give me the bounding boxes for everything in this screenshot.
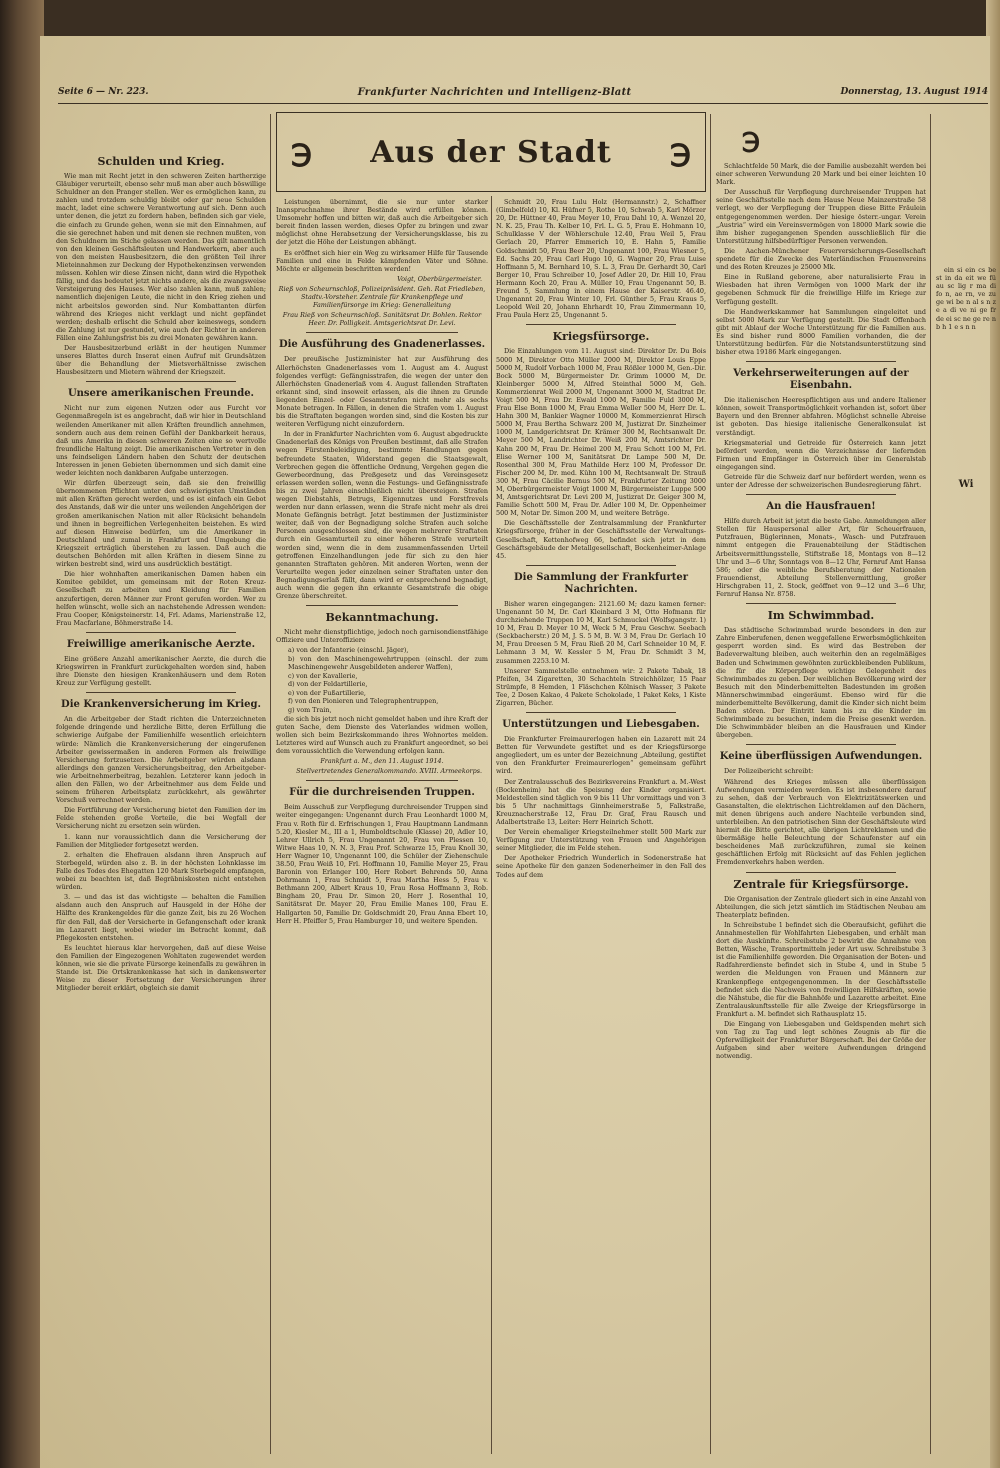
headline-freunde: Unsere amerikanischen Freunde. — [67, 388, 255, 400]
headline-aerzte: Freiwillige amerikanische Aerzte. — [66, 638, 256, 650]
column-rule — [270, 114, 271, 1454]
headline-hausfrauen: An die Hausfrauen! — [766, 501, 876, 513]
column-rule — [491, 196, 492, 1454]
section-masthead — [276, 112, 706, 192]
headline-eisenbahn: Verkehrserweiterungen auf der Eisenbahn. — [733, 368, 909, 392]
separator — [306, 332, 458, 333]
paragraph: Die Frankfurter Freimaurerlogen haben ein Lazarett mit 24 Betten für Verwundete gestiftet und es der Kriegsfürsorge angegliedert, um es unter der Bezeichnung „Abteilung, gestiftet von den Frankfurter Freimaurerlogen“ gemeinsam geführt wird. — [496, 735, 706, 776]
headline-schulden: Schulden und Krieg. — [97, 155, 225, 168]
paragraph: 1. kann nur voraussichtlich dann die Versicherung der Familien der Mitglieder fortgesetzt werden. — [56, 832, 266, 849]
paragraph: die sich bis jetzt noch nicht gemeldet haben und ihre Kraft der guten Sache, dem Dienste des Vaterlandes widmen wollen, wollen sich beim Bezirkskommando ihres Wohnortes melden. Letzteres wird auf Wunsch auch zu Frankfurt angeordnet, so bei dem voraussichtlich die Verwendung erfolgen kann. — [276, 714, 488, 756]
paragraph: In der in Frankfurter Nachrichten vom 6. August abgedruckte Gnadenerlaß des Königs von Preußen bestimmt, daß alle Strafen wegen Fürstenbeleidigung, bestimmte Handlungen gegen befreundete Staaten, Widerstand gegen die Staatsgewalt, Verbrechen gegen die öffentliche Ordnung, Vergehen gegen die Gewerbeordnung, das Preßgesetz und das Vereinsgesetz erlassen werden sollen, wenn die Festungs- und Gefängnisstrafe bis zu zwei Jahren einschließlich nicht übersteigen. Strafen wegen Diebstahls, Betrugs, Eigennutzes und Forstfrevels werden nur dann erlassen, wenn die Strafe nicht mehr als drei Monate Gefängnis beträgt. Jetzt bestimmen der Justizminister weiter, daß von der Begnadigung solche Strafen auch solche Personen ausgeschlossen sind, die wegen mehrerer Straftaten durch ein Gesamturteil zu einer höheren Strafe verurteilt worden sind, wenn die in dem zusammenfassenden Urteil getroffenen Einzelhandlungen jede für sich zu den hier genannten Straftaten gehören. Mit anderen Worten, wenn der Verurteilte wegen jeder einzelnen seiner Straftaten unter den Begnadigungserlaß fällt, dann wird er entsprechend begnadigt, auch wenn die gegen ihn erkannte Gesamtstrafe die obige Grenze überschreitet. — [276, 430, 488, 601]
list-item: g) vom Train, — [288, 706, 332, 715]
paragraph: Die Fortführung der Versicherung bietet den Familien der im Felde stehenden große Vorteile, die bei Wegfall der Versicherung nicht zu ersetzen sein würden. — [56, 806, 266, 831]
dateline: Frankfurt a. M., den 11. August 1914. — [320, 757, 444, 766]
paragraph: Die italienischen Heerespflichtigen aus und andere Italiener können, soweit Transportmöglichkeit vorhanden ist, sofort über Bayern und den Brenner abfahren. Möglichst schnelle Abreise ist geboten. Das hiesige italienische Generalkonsulat ist verständigt. — [716, 396, 926, 437]
headline-fragment: Wi — [958, 478, 974, 490]
ornament-right: ℈ — [670, 134, 691, 170]
column-2 — [276, 198, 488, 1466]
column-4 — [716, 116, 926, 1466]
paragraph: Schlachtfelde 50 Mark, die der Familie ausbezahlt werden bei einer schweren Verwundung 20 Mark und bei einer leichten 10 Mark. — [716, 162, 926, 187]
newspaper-name: Frankfurter Nachrichten und Intelligenz-Blatt — [357, 86, 632, 98]
signature: Stellvertretendes Generalkommando. XVIII. Armeekorps. — [296, 767, 482, 776]
separator — [746, 361, 896, 362]
paragraph: Der Hausbesitzerbund erläßt in der heutigen Nummer unseres Blattes durch Inserat einen Aufruf mit Grundsätzen über die Behandlung der Mietsverhältnisse zwischen Hausbesitzern und Mietern während der Kriegszeit. — [56, 343, 266, 377]
separator — [746, 494, 896, 495]
paragraph: Leistungen übernimmt, die sie nur unter starker Inanspruchnahme ihrer Bestände wird erfüllen können. Umsomehr hoffen und bitten wir, daß auch die Arbeitgeber sich bereit finden lassen werden, dieses Opfer zu bringen und zwar möglichst ohne Herabsetzung der Versicherungsklasse, bis zu der jetzt die Höhe der Leistungen abhängt. — [276, 198, 488, 247]
list-item: f) von den Pionieren und Telegraphentruppen, — [288, 697, 439, 706]
paragraph: Wie man mit Recht jetzt in den schweren Zeiten hartherzige Gläubiger verurteilt, ebenso sehr muß man aber auch böswillige Schuldner an den Pranger stellen. Wer es ermöglichen kann, zu zahlen und trotzdem schuldig bleibt oder gar neue Schulden macht, ladet eine schwere Verantwortung auf sich. Denn auch unter denen, die jetzt zu fordern haben, befinden sich gar viele, die einfach zu Grunde gehen, wenn sie mit den Einnahmen, auf die sie gerechnet haben und mit denen sie rechnen mußten, von den Schuldnern im Stiche gelassen werden. Das gilt namentlich von den kleinen Geschäftsleuten und Handwerkern, aber auch von den meisten Hausbesitzern, die den größten Teil ihrer Mieteinnahmen zur Deckung der Hypothekenzinsen verwenden müssen. Kohlen wir diese Zinsen nicht, dann wird die Hypothek fällig, und das bedeutet jetzt nichts andere, als die zwangsweise Versteigerung des Hauses. Wer also zahlen kann, muß zahlen; namentlich diejenigen Leute, die nicht in den Krieg ziehen und nicht arbeitslos geworden sind. Nur Kombattanten dürfen während des Krieges nicht verklagt und nicht gepfändet werden; deshalb erlischt die Schuld aber keineswegs, sondern die Zahlung ist nur gestundet, wie auch der Richter in anderen Fällen eine Zahlungsfrist bis zu drei Monaten gewähren kann. — [56, 172, 266, 342]
headline-gnadenerlass: Die Ausführung des Gnadenerlasses. — [278, 339, 486, 351]
paragraph: Getreide für die Schweiz darf nur befördert werden, wenn es unter der Adresse der schweizerischen Bundesregierung fährt. — [716, 473, 926, 490]
paragraph: Die hier wohnhaften amerikanischen Damen haben ein Komitee gebildet, um gemeinsam mit der Roten Kreuz-Gesellschaft zu arbeiten und Kleidung für Familien anzufertigen, deren Männer zur Front gerufen worden. Wer zu helfen wünscht, wolle sich an nachstehende Adressen wenden: Frau Cooper, Königsteinerstr. 14, Frl. Adams, Marienstraße 12, Frau Macfarlane, Böhmerstraße 14. — [56, 570, 266, 627]
paragraph: Der Ausschuß für Verpflegung durchreisender Truppen hat seine Geschäftsstelle nach dem Hause Neue Mainzerstraße 58 verlegt, wo der Verpflegung der Truppen diese Bitte Fräulein entgegengenommen werden. Der hiesige österr.-ungar. Verein „Austria“ wird ein Vereinsvermögen von 18000 Mark sowie die ihm bisher zugegangenen Spenden ausschließlich für die Unterstützung hilfsbedürftiger Personen verwenden. — [716, 188, 926, 245]
headline-bekanntmachung: Bekanntmachung. — [325, 611, 439, 625]
column-rule — [710, 114, 711, 1454]
paragraph: Nicht nur zum eigenen Nutzen oder aus Furcht vor Gegenmaßregeln ist es angebracht, daß wir hier in Deutschland weilenden Amerikaner mit allen Kräften freundlich annehmen, sondern auch aus dem reinen Gefühl der Dankbarkeit heraus, daß uns Amerika in diesen schweren Zeiten eine so wertvolle freundliche Haltung zeigt. Die amerikanischen Vertreter in den uns feindseligen Ländern haben den Schutz der deutschen Interessen in jenen Gebieten übernommen und sich damit eine weder leichten noch dankbaren Aufgabe unterzogen. — [56, 404, 266, 478]
list-item: e) von der Fußartillerie, — [288, 688, 366, 697]
list-item: b) von den Maschinengewehrtruppen (einschl. der zum Maschinengewehr Ausgebildeten anderer Waffen), — [288, 655, 488, 672]
paragraph: Die Aachen-Münchener Feuerversicherungs-Gesellschaft spendete für die Zwecke des Vaterländischen Frauenvereins und des Roten Kreuzes je 25000 Mk. — [716, 246, 926, 272]
column-3 — [496, 198, 706, 1466]
separator — [746, 744, 896, 745]
newspaper-page — [40, 36, 996, 1468]
signature: Rieß von Scheurnschloß, Polizeipräsident. Geh. Rat Friedleben, Stadtv.-Vorsteher. Zentrale für Krankenpflege und Familienfürsorge im Krieg: Generalleitung — [278, 284, 486, 310]
issue-date: Donnerstag, 13. August 1914 — [840, 87, 988, 97]
paragraph: Wir dürfen überzeugt sein, daß sie den freiwillig übernommenen Pflichten unter den schwierigsten Umständen mit allen Kräften gerecht werden, und es ist einfach ein Gebot des Anstands, daß wir die unter uns weilenden Angehörigen der großen amerikanischen Nation mit aller Rücksicht behandeln und ihnen in begreiflichen Verlegenheiten beistehen. Es wird auf diesen Hinweise bedürfen, um die Amerikaner in Deutschland und zumal in Frankfurt und Umgebung die Kriegszeit erträglich überstehen zu lassen. Daß auch die deutschen Behörden mit allen Kräften in diesem Sinne zu wirken bestrebt sind, wird uns ausdrücklich bestätigt. — [56, 479, 266, 569]
list — [276, 646, 488, 714]
separator — [746, 872, 896, 873]
headline-truppen: Für die durchreisenden Truppen. — [289, 787, 475, 799]
paragraph: In Schreibstube 1 befindet sich die Oberaufsicht, geführt die Annahmestellen für Wohlfahrten Liebesgaben, und erhält man dort die Auskünfte. Schreibstube 2 bewirkt die Annahme von Betten, Wäsche, Transportmitteln jeder Art usw. Schreibstube 3 ist die Familienhilfe geworden. Die Organisation der Boten- und Radfahrerdienste befindet sich in Stube 4, und in Stube 5 werden die Meldungen von Frauen und Männern zur Krankenpflege entgegengenommen. In der Geschäftsstelle befindet sich die Nachweis von freiwilligen Hilfskräften, sowie die Nähstube, die für die Bahnhöfe und Lazarette arbeitet. Eine Zentralauskunftsstelle für alle Zweige der Kriegsfürsorge in Frankfurt a. M. befindet sich Rathausplatz 15. — [716, 920, 926, 1018]
list-item: c) von der Kavallerie, — [288, 671, 358, 680]
page-number: Seite 6 — Nr. 223. — [58, 87, 149, 97]
paragraph: Die Einzahlungen vom 11. August sind: Direktor Dr. Du Bois 5000 M, Direktor Otto Müller 2000 M, Direktor Louis Eppe 5000 M, Rudolf Vorbach 1000 M, Frau Rößler 1000 M, Gen.-Dir. Bock 5000 M, Bürgermeister Dr. Grimm 10000 M, Dr. Kleinberger 5000 M, Alfred Steinthal 5000 M, Geh. Kommerzienrat Weil 2000 M, Ungenannt 3000 M, Stadtrat Dr. Voigt 500 M, Frau Dr. Ewald 1000 M, Familie Fuld 3000 M, Frau Else Bonn 1000 M, Frau Emma Weller 500 M, Herr Dr. L. Hahn 300 M, Bankier Wagner 10000 M, Kommerzienrat Hirsch 5000 M, Frau Bertha Schwarz 200 M, Justizrat Dr. Sinzheimer 1000 M, Landgerichtsrat Dr. Krämer 300 M, Rechtsanwalt Dr. Meyer 500 M, Landrichter Dr. Weiß 200 M, Amtsrichter Dr. Kahn 200 M, Frau Dr. Heimel 200 M, Frau Schott 100 M, Frl. Elise Werner 100 M, Sanitätsrat Dr. Lampe 500 M, Dr. Rosenthal 300 M, Frau Mathilde Herz 100 M, Professor Dr. Fischer 200 M, Dr. med. Kühn 100 M, Rechtsanwalt Dr. Strauß 300 M, Frau Cäcilie Bernus 500 M, Frankfurter Zeitung 3000 M, Oberbürgermeister Voigt 1000 M, Bürgermeister Luppe 500 M, Amtsgerichtsrat Dr. Levi 200 M, Justizrat Dr. Geiger 300 M, Familie Schott 500 M, Frau Dr. Adler 100 M, Dr. Oppenheimer 500 M, Notar Dr. Simon 200 M, und weitere Beträge. — [496, 347, 706, 518]
separator — [86, 692, 236, 693]
paragraph: Der Verein ehemaliger Kriegsteilnehmer stellt 500 Mark zur Verfügung zur Unterstützung von Frauen und Angehörigen seiner Mitglieder, die im Felde stehen. — [496, 828, 706, 853]
paragraph: Die Eingang von Liebesgaben und Geldspenden mehrt sich von Tag zu Tag und legt schönes Zeugnis ab für die Opferwilligkeit der Frankfurter Bürgerschaft. Bei der Größe der Aufgaben sind aber weitere Aufwendungen dringend notwendig. — [716, 1019, 926, 1061]
paragraph: Eine größere Anzahl amerikanischer Aerzte, die durch die Kriegswirren in Frankfurt zurückgehalten worden sind, haben ihre Dienste den hiesigen Krankenhäusern und dem Roten Kreuz zur Verfügung gestellt. — [56, 654, 266, 688]
separator — [86, 381, 236, 382]
paragraph: Es eröffnet sich hier ein Weg zu wirksamer Hilfe für Tausende Familien und eine in Felde kämpfenden Väter und Söhne. Möchte er allgemein beschritten werden! — [276, 248, 488, 273]
paragraph: Die Geschäftsstelle der Zentralsammlung der Frankfurter Kriegsfürsorge, früher in der Geschäftsstelle der Verwaltungs-Gesellschaft, Kettenhofweg 66, befindet sich jetzt in dem Geschäftsgebäude der Metallgesellschaft, Bockenheimer-Anlage 45. — [496, 519, 706, 560]
headline-sammlung: Die Sammlung der Frankfurter Nachrichten. — [513, 571, 689, 595]
list-item: d) von der Feldartillerie, — [288, 680, 368, 689]
headline-kriegsfuersorge: Kriegsfürsorge. — [552, 330, 650, 344]
paragraph: Beim Ausschuß zur Verpflegung durchreisender Truppen sind weiter eingegangen: Ungenannt durch Frau Leonhardt 1000 M, Frau v. Roth für d. Erfrischungen 1, Frau Hauptmann Landmann 5.20, Kiesler M., III a 1, Humboldtschule (Klasse) 20, Adler 10, Lehrer Ullrich 5, Frau Ungenannt 20, Frau von Plessen 10, Witwe Haas 10, N. N. 3, Frau Prof. Schwarze 15, Frau Knoll 30, Herr Wagner 10, Ungenannt 100, die Schüler der Ziehenschule 38.50, Frau Weiß 10, Frl. Hoffmann 10, Familie Meyer 25, Frau Baronin von Erlanger 100, Herr Robert Behrends 50, Anna Dohrmann 1, Frau Schmidt 5, Frau Martha Hess 5, Frau v. Bethmann 200, Albert Kraus 10, Frau Rosa Hoffmann 3, Rob. Bingham 20, Frau Dr. Simon 20, Herr J. Rosenthal 10, Sanitätsrat Dr. Mayer 20, Frau Emilie Manes 100, Frau E. Hallgarten 50, Familie Dr. Goldschmidt 20, Frau Anna Ebert 10, Herr H. Pfeiffer 5, Frau Hamburger 10, und weitere Spenden. — [276, 803, 488, 925]
signature: Frau Rieß von Scheurnschloß. Sanitätsrat Dr. Bohlen. Rektor Heer. Dr. Polligkeit. Amtsgerichtsrat Dr. Levi. — [282, 311, 482, 328]
separator — [526, 712, 676, 713]
paragraph: Schmidt 20, Frau Lulu Holz (Hermannstr.) 2, Schaffner (Gimbelfeld) 10, Kl. Hüfner 5, Rothe 10, Schwab 5, Karl Mörzer 20, Dr. Hüttner 40, Frau Meyer 10, Frau Dahl 10, A. Wenzel 20, N. K. 25, Frau Th. Kelber 10, Frl. L. G. 5, Frau E. Hohmann 10, Schulklasse V der Wöhlerschule 12.40, Frau Weil 5, Frau Gerlach 20, Pfarrer Emmerich 10, E. Hahn 5, Familie Goldschmidt 50, Frau Beer 20, Ungenannt 100, Frau Wiesner 5, Ed. Sachs 20, Frau Carl Hugo 10, G. Wagner 20, Frau Luise Hoffmann 5, M. Bernhard 10, S. L. 3, Frau Dr. Gerhardt 30, Carl Berger 10, Frau Schreiber 10, Josef Adler 20, Dr. Hill 10, Frau Hermann Koch 20, Frau A. Müller 10, Frau Ungenannt 50, B. Freund 5, Sammlung in einem Hause der Kaiserstr. 46.40, Ungenannt 20, Frau Winter 10, Frl. Günther 5, Frau Kraus 5, Leopold Weil 20, Johann Ehrhardt 10, Frau Zimmermann 10, Frau Paula Herz 25, Ungenannt 5. — [496, 198, 706, 320]
headline-krankenversicherung: Die Krankenversicherung im Krieg. — [61, 699, 261, 711]
paragraph: Der Zentralausschuß des Bezirksvereins Frankfurt a. M.-West (Bockenheim) hat die Speisung der Kinder organisiert. Meldestellen sind täglich von 9 bis 11 Uhr vormittags und von 3 bis 5 Uhr nachmittags Ginnheimerstraße 5, Falkstraße, Kreuznacherstraße 12, Frau Dr. Graf, Frau Rausch und Adalbertstraße 13, Leiter: Herr Heinrich Schott. — [496, 777, 706, 826]
paragraph: ein si ein cs be st in da eit we fü au sc lig r ma di fo n, ae rn, ve zu ge wi be n al s n z e a di ve ni ge fr de ei sc ne ge re n b h 1 e s n n — [936, 266, 996, 331]
paragraph: Hilfe durch Arbeit ist jetzt die beste Gabe. Anmeldungen aller Stellen für Hauspersonal aller Art, für Scheuerfrauen, Putzfrauen, Büglerinnen, Monats-, Wasch- und Putzfrauen nimmt entgegen die Frauenabteilung der Städtischen Arbeitsvermittlungsstelle, Stiftstraße 18, Montags von 8—12 Uhr und 3—6 Uhr, Sonntags von 8—12 Uhr, Fernruf Amt Hansa 586; oder die weibliche Berufsberatung der Nationalen Frauendienst, Abteilung Stellenvermittlung, großer Hirschgraben 11, 2. Stock, geöffnet von 9—12 und 3—6 Uhr, Fernruf Hansa Nr. 8758. — [716, 517, 926, 599]
separator — [746, 603, 896, 604]
paragraph: 3. — und das ist das wichtigste — behalten die Familien alsdann auch den Anspruch auf Hausgeld in der Höhe der Hälfte des Krankengeldes für die ganze Zeit, bis zu 26 Wochen für den Fall, daß der Versicherte in Gefangenschaft oder krank im Lazarett liegt, wobei wieder im Betracht kommt, daß Pflegekosten entstehen. — [56, 893, 266, 942]
paragraph: Unserer Sammelstelle entnehmen wir: 2 Pakete Tabak, 18 Pfeifen, 34 Zigaretten, 30 Schachteln Streichhölzer, 15 Paar Strümpfe, 8 Hemden, 1 Fläschchen Kölnisch Wasser, 3 Pakete Tee, 2 Dosen Kakao, 4 Pakete Schokolade, 1 Paket Keks, 1 Kiste Zigarren, Bücher. — [496, 666, 706, 707]
paragraph: Das städtische Schwimmbad wurde besonders in den zur Zahre Einberufenen, denen weggefallene Erwerbsmöglichkeiten gesperrt worden sind. Es wird das Bestreben der Badeverwaltung bleiben, auch weiterhin den an regelmäßiges Baden und Schwimmen gewöhnten zurückbleibenden Publikum, die für die Körperpflege wichtige Gelegenheit des Schwimmbades zu geben. Der weiblichen Bevölkerung wird der Besuch mit den Minderbemittelten Badestunden im großen Männerschwimmbad eingeräumt. Ebenso wird für die minderbemittelte Bevölkerung, damit die Kinder sich nicht beim Baden stören. Der Eintritt kann bis zu die Kinder im Schwimmbade zu besuchen, indem die Preise gesenkt werden. Die Schwimmbäder bleiben an die Hausfrauen und Kinder übergeben. — [716, 626, 926, 740]
paragraph: Eine in Rußland geborene, aber naturalisierte Frau in Wiesbaden hat ihren Vermögen von 1000 Mark der ihr gegebenen Schmuck für die freiwillige Hilfe im Kriege zur Verfügung gestellt. — [716, 273, 926, 306]
paragraph: 2. erhalten die Ehefrauen alsdann ihren Anspruch auf Sterbegeld, würden also z. B. in der höchsten Lohnklasse im Falle des Todes des Ehegatten 120 Mark Sterbegeld empfangen, wobei zu beachten ist, daß Begräbniskosten nicht entstehen würden. — [56, 850, 266, 892]
ornament-left: ℈ — [291, 134, 312, 170]
headline-unterstuetzungen: Unterstützungen und Liebesgaben. — [502, 719, 700, 731]
paragraph: Während des Krieges müssen alle überflüssigen Aufwendungen vermieden werden. Es ist insbesondere darauf zu sehen, daß der Verbrauch von Elektrizitätswerken und Gasanstalten, die elektrischen Lichtreklamen auf den Dächern, mit denen übrigens auch andere Nachteile verbunden sind, unterbleiben. An den patriotischen Sinn der Geschäftsleute wird hiermit die Bitte gerichtet, alle übrigen Lichtreklamen und die übermäßige helle Beleuchtung der Schaufenster auf ein bescheidenes Maß zurückzuführen, zumal sie keinen geschäftlichen Erfolg mit Rücksicht auf das Fehlen jeglichen Fremdenverkehrs haben werden. — [716, 777, 926, 867]
headline-zentrale: Zentrale für Kriegsfürsorge. — [733, 877, 909, 891]
column-1 — [56, 116, 266, 1466]
paragraph: Nicht mehr dienstpflichtige, jedoch noch garnisondienstfähige Offiziere und Unteroffiziere — [276, 628, 488, 645]
headline-schwimmbad: Im Schwimmbad. — [767, 609, 875, 623]
running-head — [58, 84, 988, 104]
column-5-cutoff — [936, 116, 996, 1466]
section-title: Aus der Stadt — [370, 134, 612, 170]
paragraph: Der preußische Justizminister hat zur Ausführung des Allerhöchsten Gnadenerlasses vom 1. August am 4. August folgendes verfügt: Gefängnisstrafen, die wegen der unter den Allerhöchsten Gnadenerlaß vom 4. August fallenden Straftaten erkannt sind, sind insoweit erlassen, als die ihnen zu Grunde liegenden Einzel- oder Gesamtstrafen nicht mehr als sechs Monate betragen. In Fällen, in denen die Strafen vom 1. August bis die Straftaten begangen worden sind, sind die Kosten bis zur weiteren Verfügung nicht einzufordern. — [276, 355, 488, 429]
paragraph: An die Arbeitgeber der Stadt richten die Unterzeichneten folgende dringende und herzliche Bitte, deren Erfüllung die schwierige Aufgabe der Familienhilfe wesentlich erleichtern würde: Nämlich die Krankenversicherung der eingerufenen Arbeiter gewissermaßen in anderen Formen als freiwillige Versicherung fortzusetzen. Die Arbeitgeber würden alsdann allerdings den ganzen Versicherungsbeitrag, den Arbeitgeber- wie Arbeitnehmerbeitrag, bezahlen. Letzterer kann jedoch in allen den Fällen, wo der Arbeitnehmer aus dem Felde und seinem früheren Arbeitsplatz zurückkehrt, als gewährter Vorschuß verrechnet werden. — [56, 715, 266, 805]
separator — [306, 780, 458, 781]
headline-aufwendungen: Keine überflüssigen Aufwendungen. — [719, 751, 923, 763]
paragraph: Die Handwerkskammer hat Sammlungen eingeleitet und selbst 5000 Mark zur Verfügung gestellt. Die Stadt Offenbach gibt mit Ablauf der Woche Unterstützung für die Familien aus. Es sind bisher rund 8000 Familien vorhanden, die der Unterstützung bedürfen. Für die Notstandsunterstützung sind bisher etwa 19186 Mark eingegangen. — [716, 307, 926, 357]
paragraph: Der Apotheker Friedrich Wunderlich in Sodenerstraße hat seine Apotheke für den ganzen Sodenerheimer in den Fall des Todes auf dem — [496, 854, 706, 879]
paragraph: Bisher waren eingegangen: 2121.60 M; dazu kamen ferner: Ungenannt 50 M, Dr. Carl Kleinbard 3 M, Otto Hofmann für durchziehende Truppen 10 M, Karl Schmuckel (Wolfsgangstr. 1) 10 M, Frau D. Meyer 10 M, Weck 5 M, Frau Geschw. Seebach (Seckbacherstr.) 20 M, J. S. 5 M, B. W. 3 M, Frau Dr. Gerlach 10 M, Frau Dreesen 5 M, Frau Rieß 20 M, Carl Schneider 10 M, F. Lehmann 3 M, W. Kessler 5 M, Frau Dr. Schmidt 3 M, zusammen 2253.10 M. — [496, 599, 706, 665]
paragraph: Der Polizeibericht schreibt: — [724, 767, 814, 776]
separator — [526, 565, 676, 566]
ornament-column-4: ℈ — [741, 125, 761, 155]
column-rule — [930, 114, 931, 1454]
book-spine-edge — [0, 0, 44, 1468]
separator — [86, 632, 236, 633]
separator — [306, 605, 458, 606]
separator — [526, 324, 676, 325]
paragraph: Kriegsmaterial und Getreide für Österreich kann jetzt befördert werden, wenn die Verzeichnisse der liefernden Firmen und Empfänger in Österreich über im Generalstab eingegangen sind. — [716, 438, 926, 471]
paragraph: Es leuchtet hieraus klar hervorgehen, daß auf diese Weise den Familien der Eingezogenen Wohltaten zugewendet werden können, wie sie die private Fürsorge keinenfalls zu gewähren in Stande ist. Die Ortskrankenkasse hat sich in dankenswerter Weise zu dieser Fortsetzung der Versicherungen ihrer Mitglieder bereit erklärt, obgleich sie damit — [56, 943, 266, 993]
paragraph: Die Organisation der Zentrale gliedert sich in eine Anzahl von Abteilungen, die sich jetzt sämtlich im Städtischen Neubau am Theaterplatz befinden. — [716, 894, 926, 919]
signature: Voigt, Oberbürgermeister. — [397, 274, 482, 283]
list-item: a) von der Infanterie (einschl. Jäger), — [288, 646, 409, 655]
